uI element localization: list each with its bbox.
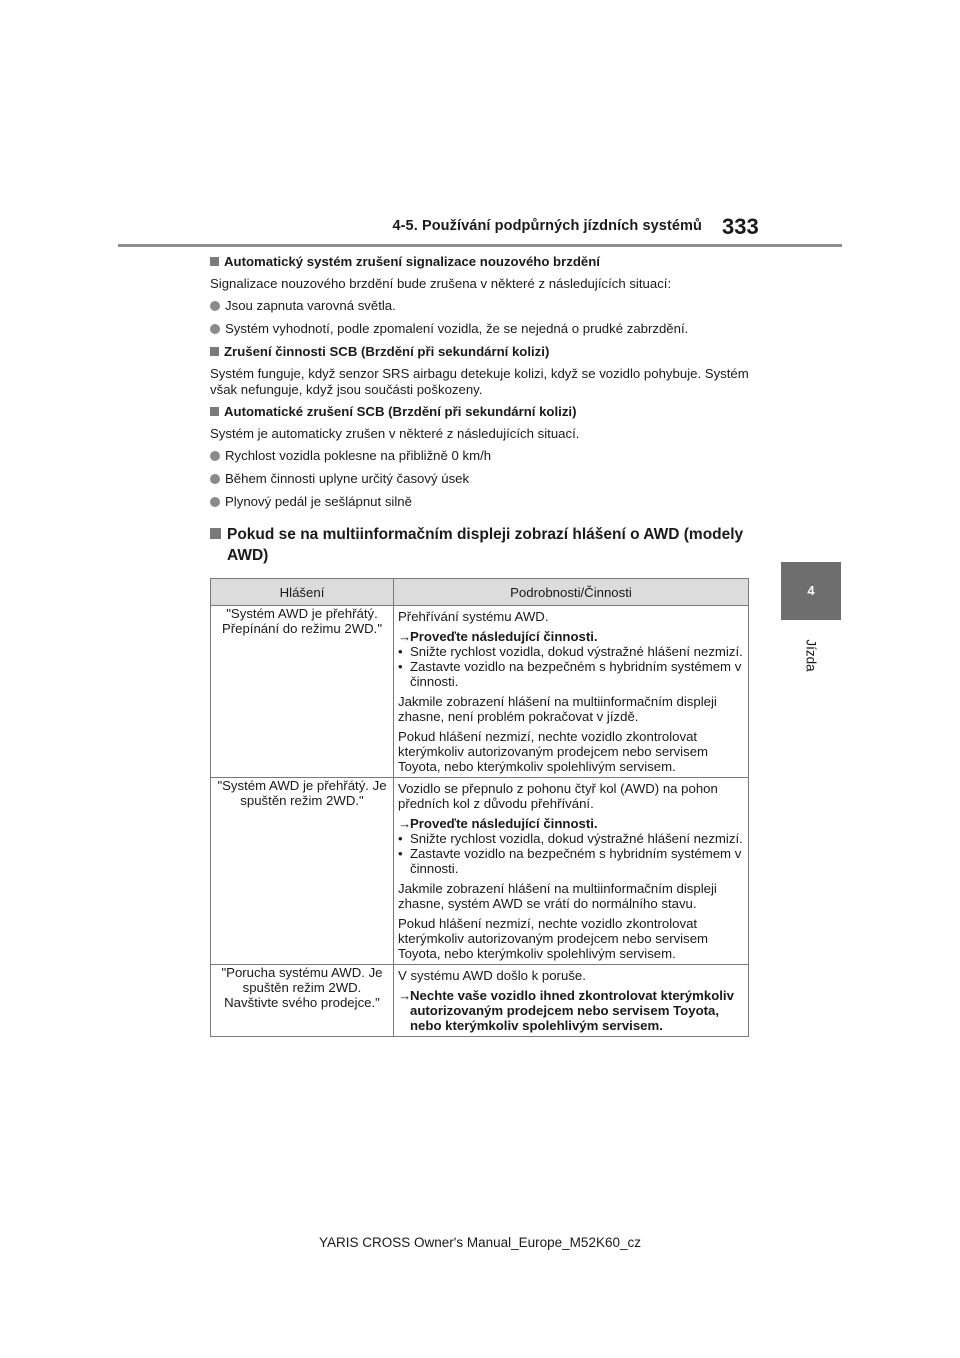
table-row xyxy=(211,965,749,1037)
chapter-number: 4 xyxy=(807,583,815,598)
message-cell: "Systém AWD je přehřátý. Je spuštěn režim 2WD." xyxy=(211,778,394,965)
awd-message-table xyxy=(210,578,749,1037)
section-title: 4-5. Používání podpůrných jízdních systémů xyxy=(392,218,702,234)
section-heading: Zrušení činnosti SCB (Brzdění při sekundární kolizi) xyxy=(210,344,755,360)
list-item: Jsou zapnuta varovná světla. xyxy=(210,298,755,314)
chapter-tab[interactable] xyxy=(781,562,841,620)
square-bullet-icon xyxy=(210,407,219,416)
column-header: Hlášení xyxy=(211,579,394,606)
table-header-row xyxy=(211,579,749,606)
paragraph: Systém je automaticky zrušen v některé z následujících situací. xyxy=(210,426,580,441)
page-content xyxy=(210,254,755,566)
arrow-icon: → xyxy=(398,988,412,1003)
circle-bullet-icon xyxy=(210,497,220,507)
details-cell: V systému AWD došlo k poruše. → Nechte vaše vozidlo ihned zkontrolovat kterýmkoliv autorizovaným prodejcem nebo servisem Toyota, nebo kterýmkoliv spolehlivým servisem. xyxy=(394,965,749,1037)
arrow-icon: → xyxy=(398,629,412,644)
chapter-label: Jízda xyxy=(803,638,819,672)
paragraph: Systém funguje, když senzor SRS airbagu detekuje kolizi, když se vozidlo pohybuje. Systém však nefunguje, když jsou součásti poškozeny. xyxy=(210,366,749,397)
circle-bullet-icon xyxy=(210,474,220,484)
message-cell: "Porucha systému AWD. Je spuštěn režim 2WD. Navštivte svého prodejce." xyxy=(211,965,394,1037)
list-item: Rychlost vozidla poklesne na přibližně 0 km/h xyxy=(210,448,755,464)
table-row xyxy=(211,606,749,778)
section-heading-large: Pokud se na multiinformačním displeji zobrazí hlášení o AWD (modely AWD) xyxy=(210,524,755,566)
list-item: Plynový pedál je sešlápnut silně xyxy=(210,494,755,510)
details-cell: Přehřívání systému AWD. → Proveďte následující činnosti. • Snižte rychlost vozidla, dokud výstražné hlášení nezmizí. • Zastavte vozidlo na bezpečném s hybridním systémem v činnosti. Jakmile zobrazení hlášení na multiinformačním displeji zhasne, není problém pokračovat v jízdě. Pokud hlášení nezmizí, nechte vozidlo zkontrolovat kterýmkoliv autorizovaným prodejcem nebo servisem Toyota, nebo kterýmkoliv spolehlivým servisem. xyxy=(394,606,749,778)
page-number: 333 xyxy=(722,214,759,239)
header-rule xyxy=(118,244,842,247)
square-bullet-icon xyxy=(210,347,219,356)
paragraph: Signalizace nouzového brzdění bude zrušena v některé z následujících situací: xyxy=(210,276,672,291)
details-cell: Vozidlo se přepnulo z pohonu čtyř kol (AWD) na pohon předních kol z důvodu přehřívání. → Proveďte následující činnosti. • Snižte rychlost vozidla, dokud výstražné hlášení nezmizí. • Zastavte vozidlo na bezpečném s hybridním systémem v činnosti. Jakmile zobrazení hlášení na multiinformačním displeji zhasne, systém AWD se vrátí do normálního stavu. Pokud hlášení nezmizí, nechte vozidlo zkontrolovat kterýmkoliv autorizovaným prodejcem nebo servisem Toyota, nebo kterýmkoliv spolehlivým servisem. xyxy=(394,778,749,965)
square-bullet-icon xyxy=(210,528,221,539)
list-item: Systém vyhodnotí, podle zpomalení vozidla, že se nejedná o prudké zabrzdění. xyxy=(210,321,755,337)
column-header: Podrobnosti/Činnosti xyxy=(394,579,749,606)
arrow-icon: → xyxy=(398,816,412,831)
square-bullet-icon xyxy=(210,257,219,266)
section-heading: Automatické zrušení SCB (Brzdění při sekundární kolizi) xyxy=(210,404,755,420)
message-cell: "Systém AWD je přehřátý. Přepínání do režimu 2WD." xyxy=(211,606,394,778)
circle-bullet-icon xyxy=(210,324,220,334)
table-row xyxy=(211,778,749,965)
footer-text: YARIS CROSS Owner's Manual_Europe_M52K60_cz xyxy=(319,1235,641,1250)
circle-bullet-icon xyxy=(210,301,220,311)
list-item: Během činnosti uplyne určitý časový úsek xyxy=(210,471,755,487)
section-heading: Automatický systém zrušení signalizace nouzového brzdění xyxy=(210,254,755,270)
circle-bullet-icon xyxy=(210,451,220,461)
